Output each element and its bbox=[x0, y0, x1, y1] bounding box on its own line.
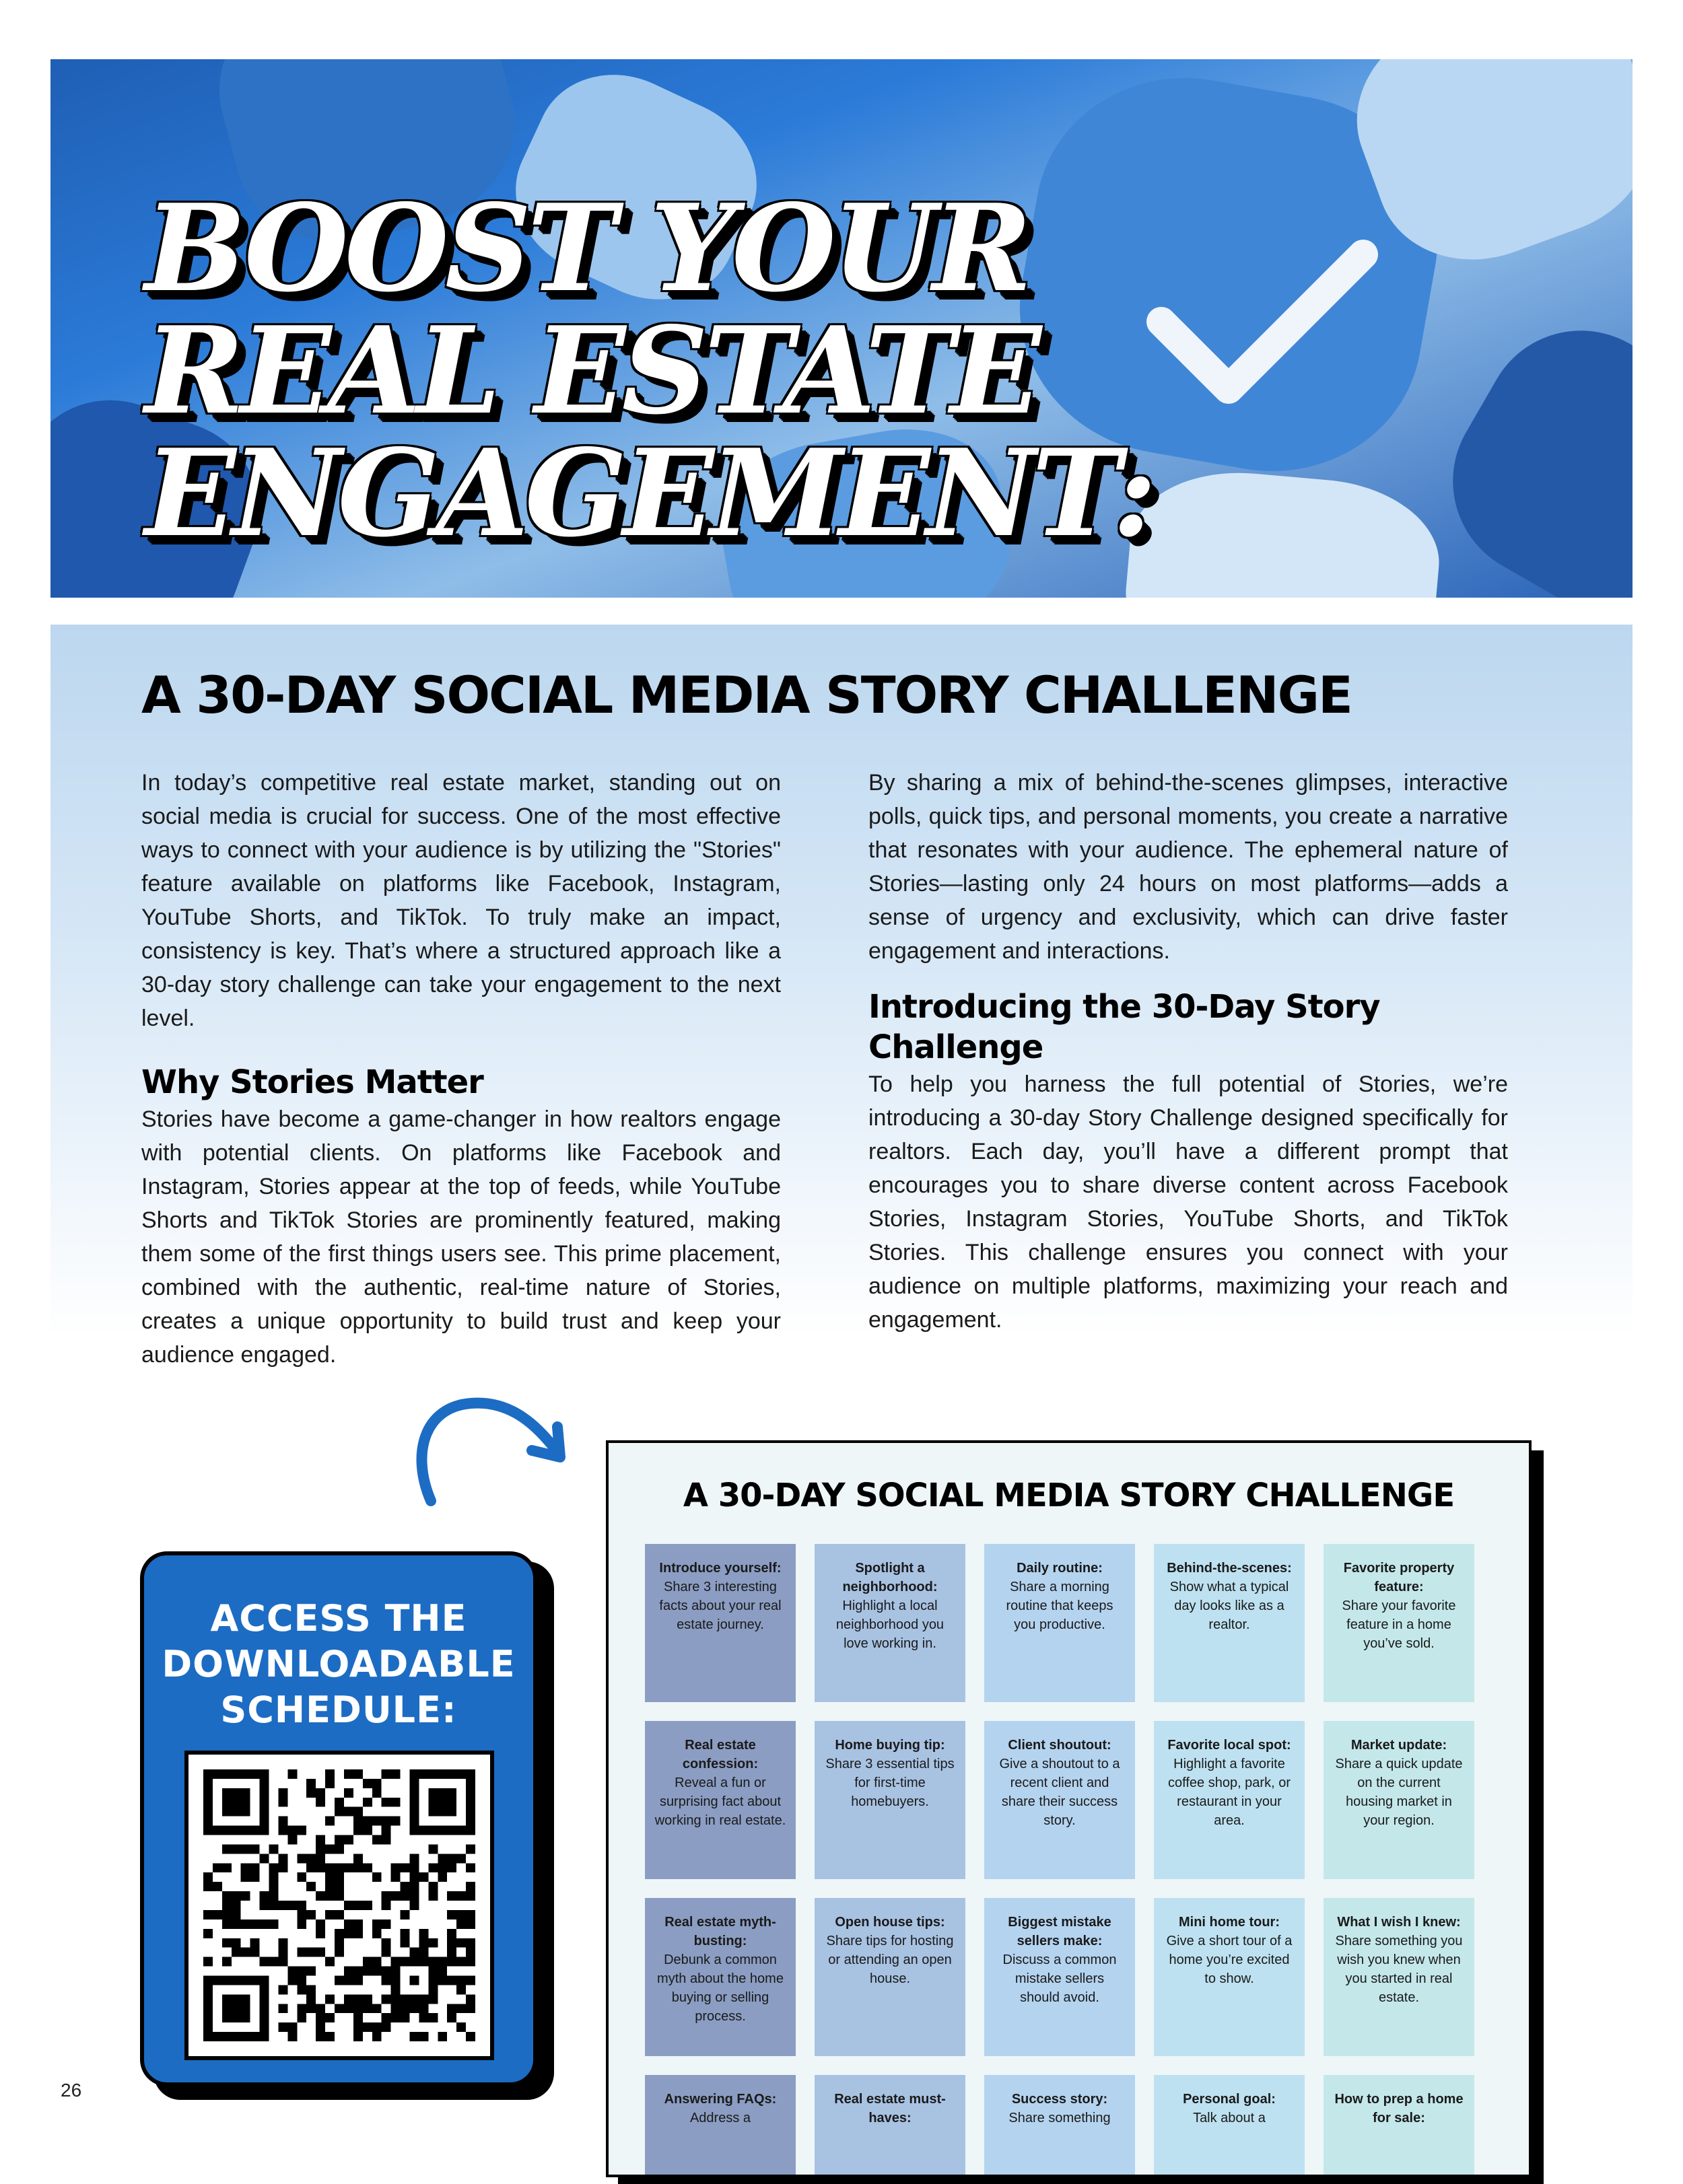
intro-paragraph: In today’s competitive real estate market, standing out on social media is crucial for success. One of the most effective ways to connect with your audience is by utilizing the "Stories" feature available on platforms like Facebook, Instagram, YouTube Shorts, and TikTok. To truly make an impact, consistency is key. That’s where a structured approach like a 30-day story challenge can take your engagement to the next level. bbox=[141, 770, 781, 1031]
curved-arrow-icon bbox=[404, 1386, 579, 1514]
calendar-cell bbox=[815, 2075, 965, 2177]
calendar-cell-title: Daily routine: bbox=[1017, 1561, 1103, 1576]
challenge-calendar bbox=[606, 1440, 1532, 2177]
calendar-cell-body: Share tips for hosting or attending an open house. bbox=[826, 1934, 954, 1986]
calendar-title: A 30-DAY SOCIAL MEDIA STORY CHALLENGE bbox=[683, 1477, 1455, 1514]
calendar-cell-body: Share your favorite feature in a home you’ve sold. bbox=[1342, 1598, 1456, 1651]
why-stories-heading: Why Stories Matter bbox=[141, 1063, 483, 1101]
hero-banner bbox=[50, 59, 1633, 598]
calendar-cell bbox=[645, 1721, 796, 1879]
challenge-heading: Introducing the 30-Day Story Challenge bbox=[868, 988, 1380, 1066]
article-section bbox=[50, 625, 1633, 1368]
qr-code[interactable] bbox=[184, 1751, 494, 2060]
qr-caption-line: SCHEDULE: bbox=[220, 1689, 457, 1731]
qr-caption bbox=[144, 1596, 533, 1733]
calendar-cell bbox=[1154, 2075, 1305, 2177]
calendar-cell-body: Share something you wish you knew when you started in real estate. bbox=[1335, 1934, 1463, 2005]
calendar-cell-body: Talk about a bbox=[1193, 2111, 1266, 2125]
calendar-cell-title: Client shoutout: bbox=[1008, 1738, 1111, 1753]
calendar-cell-title: Real estate confession: bbox=[682, 1738, 759, 1771]
calendar-cell-body: Share something bbox=[1008, 2111, 1111, 2125]
calendar-cell-title: Home buying tip: bbox=[835, 1738, 945, 1753]
calendar-cell-body: Share a quick update on the current housing market in your region. bbox=[1335, 1757, 1463, 1828]
calendar-cell-body: Share 3 essential tips for first-time homebuyers. bbox=[825, 1757, 955, 1809]
calendar-cell bbox=[1324, 1544, 1474, 1702]
left-column bbox=[141, 766, 781, 1372]
calendar-cell bbox=[1324, 1721, 1474, 1879]
calendar-cell bbox=[815, 1544, 965, 1702]
calendar-cell bbox=[984, 1721, 1135, 1879]
calendar-cell-title: Answering FAQs: bbox=[664, 2092, 777, 2107]
calendar-cell-title: Success story: bbox=[1011, 2092, 1108, 2107]
calendar-cell-body: Give a shoutout to a recent client and share their success story. bbox=[999, 1757, 1120, 1828]
calendar-cell-body: Discuss a common mistake sellers should avoid. bbox=[1002, 1952, 1117, 2005]
calendar-cell bbox=[645, 1544, 796, 1702]
checkmark-icon bbox=[1134, 221, 1390, 436]
calendar-cell-title: Introduce yourself: bbox=[659, 1561, 782, 1576]
article-title: A 30-DAY SOCIAL MEDIA STORY CHALLENGE bbox=[141, 665, 1352, 725]
calendar-cell bbox=[645, 1898, 796, 2056]
calendar-cell bbox=[1154, 1544, 1305, 1702]
calendar-cell-title: Biggest mistake sellers make: bbox=[1008, 1915, 1111, 1948]
calendar-cell bbox=[645, 2075, 796, 2177]
calendar-cell-body: Reveal a fun or surprising fact about working in real estate. bbox=[654, 1775, 786, 1828]
calendar-cell-body: Give a short tour of a home you’re excited to show. bbox=[1166, 1934, 1293, 1986]
calendar-cell bbox=[1154, 1721, 1305, 1879]
qr-code-icon bbox=[203, 1769, 475, 2041]
sharing-paragraph: By sharing a mix of behind-the-scenes glimpses, interactive polls, quick tips, and personal moments, you create a narrative that resonates with your audience. The ephemeral nature of Stories—lasting only 24 hours on most platforms—adds a sense of urgency and exclusivity, which can drive faster engagement and interactions. bbox=[868, 770, 1508, 964]
calendar-cell-title: Market update: bbox=[1350, 1738, 1447, 1753]
hero-title-line: BOOST YOUR bbox=[145, 178, 1029, 318]
challenge-paragraph: To help you harness the full potential of Stories, we’re introducing a 30-day Story Challenge designed specifically for realtors. Each day, you’ll have a different prompt that encourages you to share diverse content across Facebook Stories, Instagram Stories, YouTube Shorts, and TikTok Stories. This challenge ensures you connect with your audience on multiple platforms, maximizing your reach and engagement. bbox=[868, 1071, 1508, 1333]
page-number: 26 bbox=[61, 2080, 82, 2101]
calendar-cell bbox=[1324, 2075, 1474, 2177]
calendar-cell-title: Open house tips: bbox=[835, 1915, 945, 1930]
calendar-cell-title: How to prep a home for sale: bbox=[1334, 2092, 1464, 2125]
calendar-cell bbox=[984, 2075, 1135, 2177]
qr-caption-line: ACCESS THE bbox=[210, 1597, 467, 1640]
hero-title-line: ENGAGEMENT: bbox=[145, 423, 1153, 563]
calendar-cell-title: Personal goal: bbox=[1183, 2092, 1276, 2107]
verified-badge-shape bbox=[1417, 295, 1633, 598]
calendar-grid bbox=[645, 1544, 1500, 2177]
calendar-cell-title: Favorite property feature: bbox=[1343, 1561, 1455, 1594]
calendar-cell bbox=[815, 1721, 965, 1879]
right-column bbox=[868, 766, 1508, 1337]
calendar-cell-title: Spotlight a neighborhood: bbox=[842, 1561, 938, 1594]
calendar-cell-body: Share 3 interesting facts about your real estate journey. bbox=[659, 1580, 782, 1632]
calendar-cell-title: Real estate myth-busting: bbox=[664, 1915, 776, 1948]
calendar-cell bbox=[815, 1898, 965, 2056]
calendar-cell-body: Highlight a favorite coffee shop, park, or restaurant in your area. bbox=[1168, 1757, 1291, 1828]
calendar-cell-body: Highlight a local neighborhood you love working in. bbox=[835, 1598, 944, 1651]
calendar-cell bbox=[1154, 1898, 1305, 2056]
hero-title bbox=[145, 178, 1153, 563]
hero-title-line: REAL ESTATE bbox=[145, 300, 1038, 441]
qr-card[interactable] bbox=[140, 1551, 537, 2086]
calendar-cell bbox=[1324, 1898, 1474, 2056]
calendar-cell bbox=[984, 1898, 1135, 2056]
calendar-cell-body: Show what a typical day looks like as a realtor. bbox=[1169, 1580, 1289, 1632]
calendar-cell-title: Behind-the-scenes: bbox=[1167, 1561, 1292, 1576]
calendar-cell-body: Debunk a common myth about the home buying or selling process. bbox=[657, 1952, 784, 2024]
calendar-cell-body: Share a morning routine that keeps you productive. bbox=[1006, 1580, 1113, 1632]
calendar-cell-title: Favorite local spot: bbox=[1167, 1738, 1291, 1753]
qr-caption-line: DOWNLOADABLE bbox=[162, 1643, 516, 1685]
calendar-cell-title: Real estate must-haves: bbox=[834, 2092, 946, 2125]
calendar-cell bbox=[984, 1544, 1135, 1702]
calendar-cell-body: Address a bbox=[689, 2111, 751, 2125]
calendar-cell-title: Mini home tour: bbox=[1179, 1915, 1280, 1930]
why-stories-paragraph: Stories have become a game-changer in how realtors engage with potential clients. On platforms like Facebook and Instagram, Stories appear at the top of feeds, while YouTube Shorts and TikTok Stories are prominently featured, making them some of the first things users see. This prime placement, combined with the authentic, real-time nature of Stories, creates a unique opportunity to build trust and keep your audience engaged. bbox=[141, 1106, 781, 1368]
verified-badge-shape bbox=[1120, 464, 1445, 598]
calendar-cell-title: What I wish I knew: bbox=[1337, 1915, 1461, 1930]
